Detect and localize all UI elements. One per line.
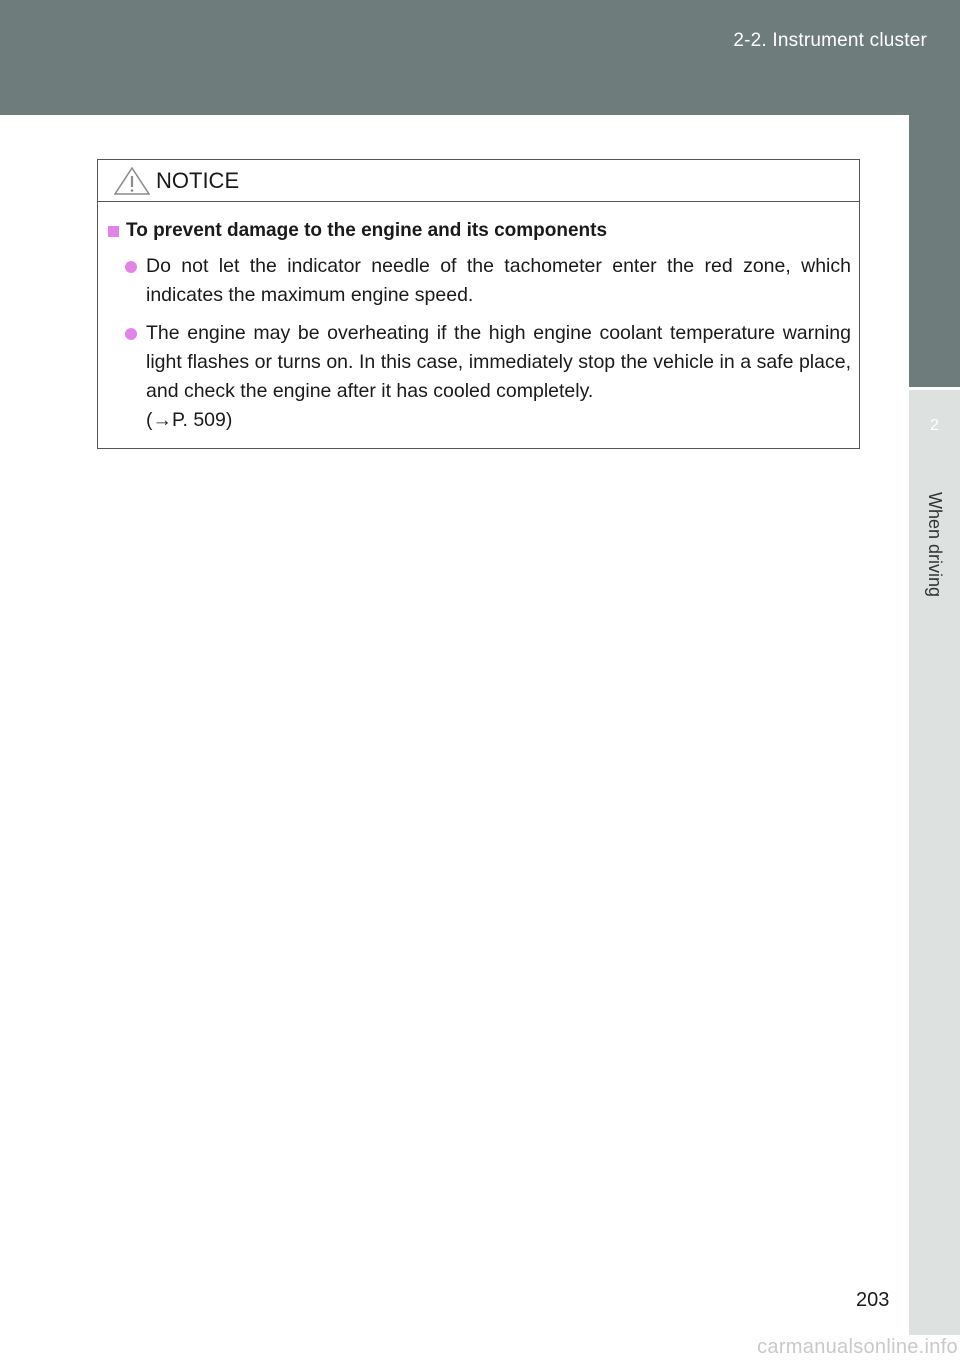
chapter-number: 2	[930, 417, 939, 434]
page-number: 203	[856, 1289, 890, 1311]
list-item-body: The engine may be overheating if the high engine coolant temperature warning light flashes or turns on. In this case, immediately stop the vehicle in a safe place, and check the engine after it has cooled completely.	[146, 322, 851, 402]
notice-label: NOTICE	[156, 167, 240, 193]
notice-box	[97, 159, 860, 449]
square-bullet-icon	[108, 226, 119, 237]
notice-body	[98, 202, 859, 435]
list-item-text: Do not let the indicator needle of the tachometer enter the red zone, which indicates the maximum engine speed.	[146, 255, 851, 306]
list-item	[108, 319, 851, 435]
chapter-tab	[909, 115, 960, 387]
list-item	[108, 252, 851, 310]
notice-heading	[108, 216, 851, 246]
notice-heading-text: To prevent damage to the engine and its components	[126, 220, 608, 241]
header-bar	[0, 0, 960, 115]
notice-header	[98, 160, 859, 202]
page-reference-link[interactable]: (→P. 509)	[146, 409, 233, 431]
warning-triangle-icon	[114, 167, 150, 195]
chapter-label: When driving	[925, 492, 945, 598]
chapter-tab-divider	[909, 387, 960, 390]
dot-bullet-icon	[125, 261, 137, 273]
watermark: carmanualsonline.info	[757, 1336, 958, 1358]
section-title: 2-2. Instrument cluster	[733, 30, 927, 51]
list-item-text	[146, 319, 851, 435]
dot-bullet-icon	[125, 328, 137, 340]
